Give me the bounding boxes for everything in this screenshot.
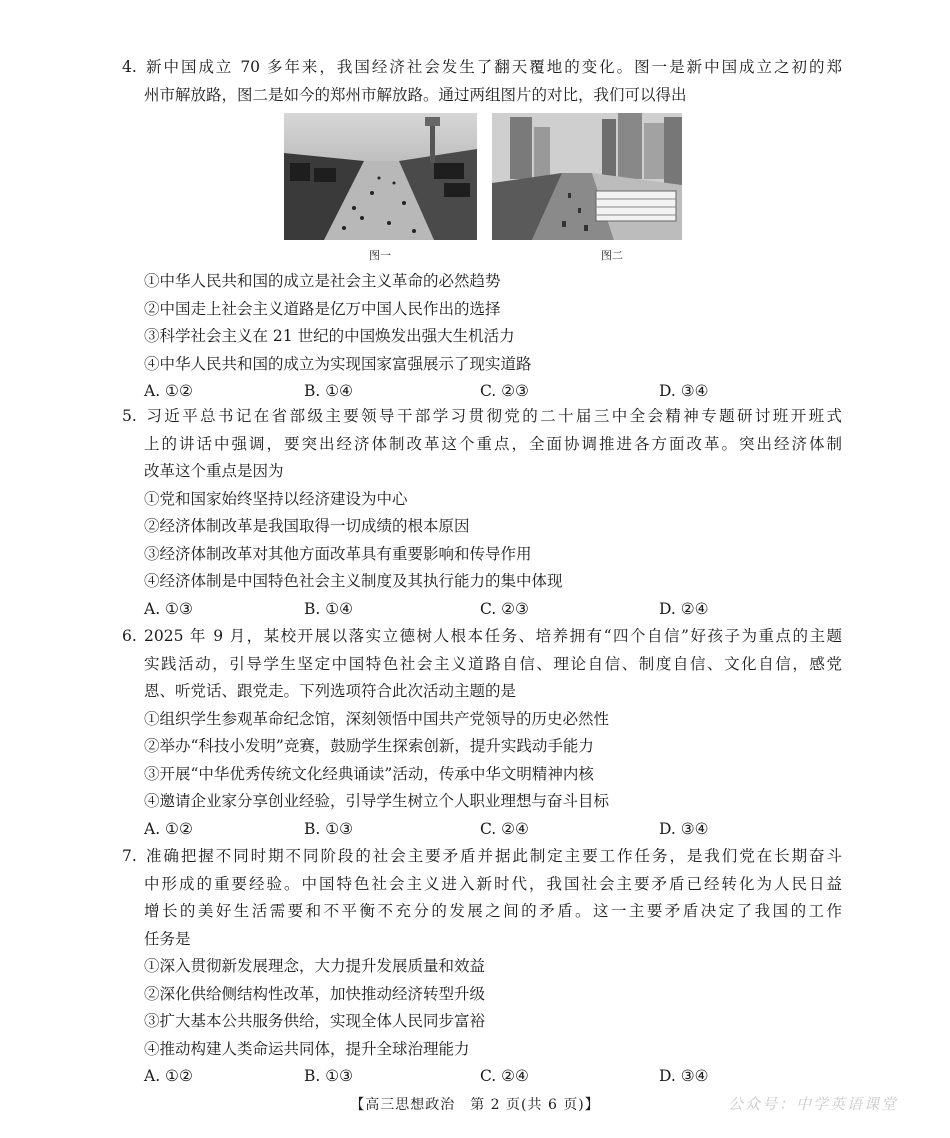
answer-a: A. ①② — [144, 382, 193, 400]
question-4-options — [122, 268, 842, 406]
question-5 — [122, 403, 842, 623]
option-2: ②深化供给侧结构性改革，加快推动经济转型升级 — [144, 984, 486, 1003]
option-4: ④推动构建人类命运共同体，提升全球治理能力 — [144, 1039, 470, 1058]
question-number: 7. — [122, 847, 137, 865]
old-street-photo — [284, 113, 477, 240]
option-4: ④邀请企业家分享创业经验，引导学生树立个人职业理想与奋斗目标 — [144, 792, 610, 810]
option-1: ①组织学生参观革命纪念馆，深刻领悟中国共产党领导的历史必然性 — [144, 709, 610, 728]
option-3: ③科学社会主义在 21 世纪的中国焕发出强大生机活力 — [144, 327, 515, 345]
option-3: ③扩大基本公共服务供给，实现全体人民同步富裕 — [144, 1012, 486, 1030]
answer-c: C. ②④ — [480, 819, 529, 838]
question-stem: 4. 新中国成立 70 多年来，我国经济社会发生了翻天覆地的变化。图一是新中国成立之初的郑 州市解放路，图二是如今的郑州市解放路。通过两组图片的对比，我们可以得出 — [122, 54, 842, 109]
question-number: 4. — [122, 58, 137, 76]
modern-street-photo — [492, 113, 682, 240]
option-1: ①深入贯彻新发展理念，大力提升发展质量和效益 — [144, 957, 486, 975]
answer-d: D. ③④ — [659, 819, 709, 838]
watermark: 公众号：中学英语课堂 — [728, 1095, 899, 1113]
answer-b: B. ①③ — [304, 1067, 354, 1085]
question-7 — [122, 843, 842, 1091]
comparison-figures — [284, 113, 684, 273]
answer-b: B. ①④ — [304, 599, 354, 618]
answer-choices — [122, 596, 842, 624]
figure-2-photo — [492, 113, 682, 240]
answer-a: A. ①② — [144, 819, 193, 838]
question-stem: 6. 2025 年 9 月，某校开展以落实立德树人根本任务、培养拥有“四个自信”好孩子为重点的主题 实践活动，引导学生坚定中国特色社会主义道路自信、理论自信、制度自信、文化自信，感党 恩、听党话、跟党走。下列选项符合此次活动主题的是 — [122, 623, 842, 706]
answer-choices — [122, 816, 842, 844]
figure-1-photo — [284, 113, 477, 240]
answer-choices — [122, 1063, 842, 1091]
option-3: ③经济体制改革对其他方面改革具有重要影响和传导作用 — [144, 544, 532, 563]
answer-b: B. ①④ — [304, 382, 354, 400]
question-4 — [122, 54, 842, 109]
question-6 — [122, 623, 842, 843]
answer-c: C. ②③ — [480, 382, 529, 400]
question-stem: 5. 习近平总书记在省部级主要领导干部学习贯彻党的二十届三中全会精神专题研讨班开班式 上的讲话中强调，要突出经济体制改革这个重点，全面协调推进各方面改革。突出经济体制 改革这个重点是因为 — [122, 403, 842, 486]
option-4: ④经济体制是中国特色社会主义制度及其执行能力的集中体现 — [144, 572, 563, 590]
option-4: ④中华人民共和国的成立为实现国家富强展示了现实道路 — [144, 354, 532, 373]
answer-d: D. ③④ — [659, 382, 709, 400]
answer-choices — [122, 378, 842, 406]
question-stem: 7. 准确把握不同时期不同阶段的社会主要矛盾并据此制定主要工作任务，是我们党在长期奋斗 中形成的重要经验。中国特色社会主义进入新时代，我国社会主要矛盾已经转化为人民日益 增长的美好生活需要和不平衡不充分的发展之间的矛盾。这一主要矛盾决定了我国的工作 任务是 — [122, 843, 842, 953]
answer-c: C. ②④ — [480, 1067, 529, 1085]
answer-d: D. ②④ — [659, 599, 709, 618]
answer-a: A. ①③ — [144, 599, 193, 618]
option-2: ②经济体制改革是我国取得一切成绩的根本原因 — [144, 517, 470, 535]
option-1: ①党和国家始终坚持以经济建设为中心 — [144, 489, 408, 508]
figure-1-caption: 图一 — [369, 249, 391, 262]
option-1: ①中华人民共和国的成立是社会主义革命的必然趋势 — [144, 272, 501, 290]
option-2: ②举办“科技小发明”竞赛，鼓励学生探索创新，提升实践动手能力 — [144, 737, 594, 755]
answer-d: D. ③④ — [659, 1067, 709, 1085]
option-2: ②中国走上社会主义道路是亿万中国人民作出的选择 — [144, 299, 501, 318]
page-footer: 【高三思想政治 第 2 页(共 6 页)】 — [350, 1097, 600, 1113]
figure-2-caption: 图二 — [601, 249, 623, 262]
question-number: 6. — [122, 627, 137, 645]
question-number: 5. — [122, 407, 137, 425]
answer-c: C. ②③ — [480, 599, 529, 618]
option-3: ③开展“中华优秀传统文化经典诵读”活动，传承中华文明精神内核 — [144, 764, 594, 783]
answer-a: A. ①② — [144, 1067, 193, 1085]
answer-b: B. ①③ — [304, 819, 354, 838]
